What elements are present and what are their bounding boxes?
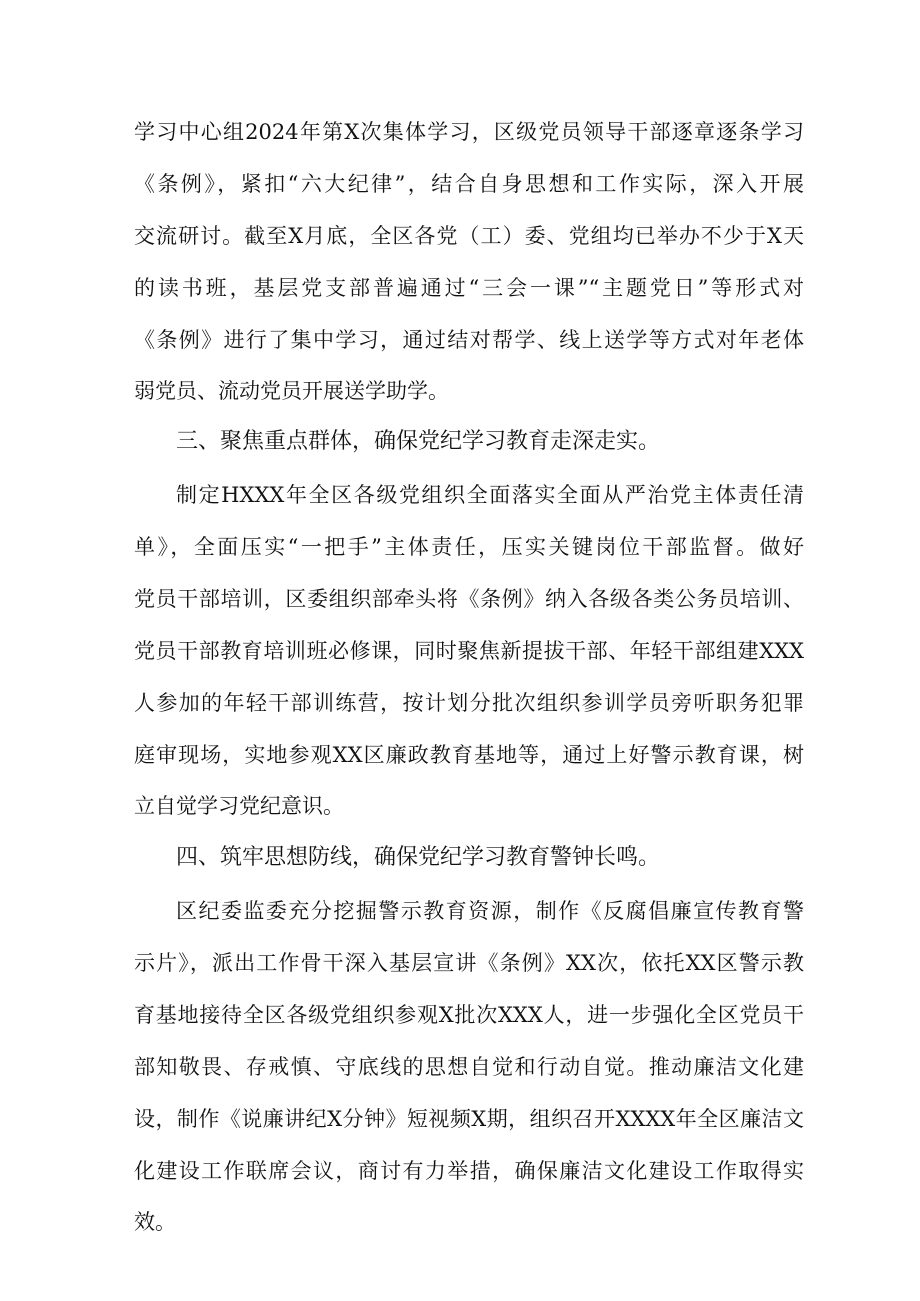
paragraph-2-line-7: 立自觉学习党纪意识。: [134, 794, 344, 818]
paragraph-3-line-3: 育基地接待全区各级党组织参观X批次XXX人，进一步强化全区党员干: [134, 1003, 804, 1027]
paragraph-3-line-7: 效。: [134, 1210, 176, 1234]
paragraph-1-line-3: 交流研讨。截至X月底，全区各党（工）委、党组均已举办不少于X天: [134, 224, 804, 248]
paragraph-2-line-1: 制定HXXX年全区各级党组织全面落实全面从严治党主体责任清: [176, 483, 804, 507]
paragraph-2-line-5: 人参加的年轻干部训练营，按计划分批次组织参训学员旁听职务犯罪: [134, 691, 804, 715]
paragraph-2-line-2: 单》，全面压实“一把手”主体责任，压实关键岗位干部监督。做好: [134, 535, 804, 559]
paragraph-3-line-2: 示片》，派出工作骨干深入基层宣讲《条例》XX次，依托XX区警示教: [134, 951, 804, 975]
paragraph-3-line-4: 部知敬畏、存戒慎、守底线的思想自觉和行动自觉。推动廉洁文化建: [134, 1055, 804, 1079]
section-heading-3: 三、聚焦重点群体，确保党纪学习教育走深走实。: [176, 429, 661, 454]
paragraph-3-line-6: 化建设工作联席会议，商讨有力举措，确保廉洁文化建设工作取得实: [134, 1159, 804, 1183]
paragraph-3-line-1: 区纪委监委充分挖掘警示教育资源，制作《反腐倡廉宣传教育警: [176, 899, 804, 923]
paragraph-1-line-6: 弱党员、流动党员开展送学助学。: [134, 379, 449, 403]
paragraph-2-line-6: 庭审现场，实地参观XX区廉政教育基地等，通过上好警示教育课，树: [134, 743, 804, 767]
paragraph-1-line-2: 《条例》，紧扣“六大纪律”，结合自身思想和工作实际，深入开展: [134, 172, 804, 196]
paragraph-1-line-4: 的读书班，基层党支部普遍通过“三会一课”“主题党日”等形式对: [134, 276, 804, 300]
section-heading-4: 四、筑牢思想防线，确保党纪学习教育警钟长鸣。: [176, 845, 661, 870]
paragraph-2-line-3: 党员干部培训，区委组织部牵头将《条例》纳入各级各类公务员培训、: [134, 587, 804, 611]
paragraph-1-line-5: 《条例》进行了集中学习，通过结对帮学、线上送学等方式对年老体: [134, 328, 804, 352]
paragraph-3-line-5: 设，制作《说廉讲纪X分钟》短视频X期，组织召开XXXX年全区廉洁文: [134, 1107, 804, 1131]
paragraph-2-line-4: 党员干部教育培训班必修课，同时聚焦新提拔干部、年轻干部组建XXX: [134, 639, 804, 663]
paragraph-1-line-1: 学习中心组2024年第X次集体学习，区级党员领导干部逐章逐条学习: [134, 120, 804, 144]
